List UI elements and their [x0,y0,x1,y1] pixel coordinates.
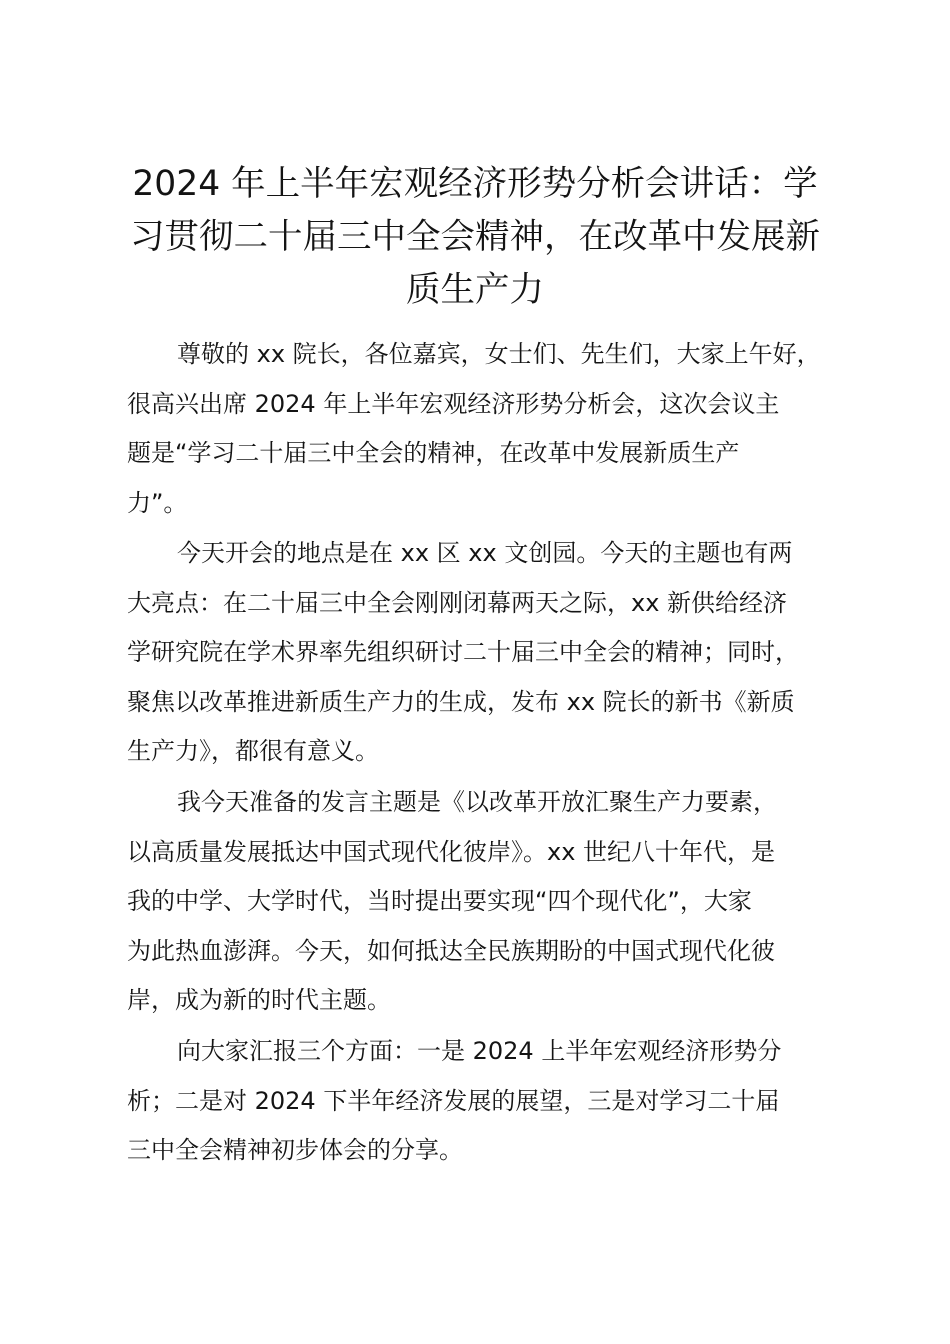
title-line: 2024 年上半年宏观经济形势分析会讲话：学 [132,164,818,204]
paragraph-greeting [127,330,867,528]
paragraph-line: 为此热血澎湃。今天，如何抵达全民族期盼的中国式现代化彼 [127,936,775,965]
paragraph-line: 大亮点：在二十届三中全会刚刚闭幕两天之际，xx 新供给经济 [127,588,788,617]
paragraph-line: 三中全会精神初步体会的分享。 [127,1136,463,1165]
paragraph-line: 尊敬的 xx 院长，各位嘉宾，女士们、先生们，大家上午好， [177,340,821,368]
paragraph-outline [127,1027,867,1176]
paragraph-line: 生产力》，都很有意义。 [127,737,379,766]
title-line: 习贯彻二十届三中全会精神，在改革中发展新 [130,217,820,257]
paragraph-speech-topic [127,778,867,1026]
paragraph-line: 向大家汇报三个方面：一是 2024 上半年宏观经济形势分 [177,1037,782,1065]
paragraph-line: 我今天准备的发言主题是《以改革开放汇聚生产力要素， [177,788,777,816]
title-line: 质生产力 [406,270,544,310]
paragraph-line: 今天开会的地点是在 xx 区 xx 文创园。今天的主题也有两 [177,539,793,567]
paragraph-line: 力”。 [127,488,188,517]
paragraph-line: 很高兴出席 2024 年上半年宏观经济形势分析会，这次会议主 [127,389,780,418]
paragraph-line: 岸，成为新的时代主题。 [127,986,391,1015]
paragraph-line: 学研究院在学术界率先组织研讨二十届三中全会的精神；同时， [127,638,799,667]
paragraph-venue [127,529,867,777]
paragraph-line: 析；二是对 2024 下半年经济发展的展望，三是对学习二十届 [127,1086,780,1115]
document-title [110,158,840,317]
paragraph-line: 聚焦以改革推进新质生产力的生成，发布 xx 院长的新书《新质 [127,687,795,716]
paragraph-line: 题是“学习二十届三中全会的精神，在改革中发展新质生产 [127,439,740,468]
paragraph-line: 以高质量发展抵达中国式现代化彼岸》。xx 世纪八十年代，是 [127,837,776,866]
paragraph-line: 我的中学、大学时代，当时提出要实现“四个现代化”，大家 [127,887,752,916]
